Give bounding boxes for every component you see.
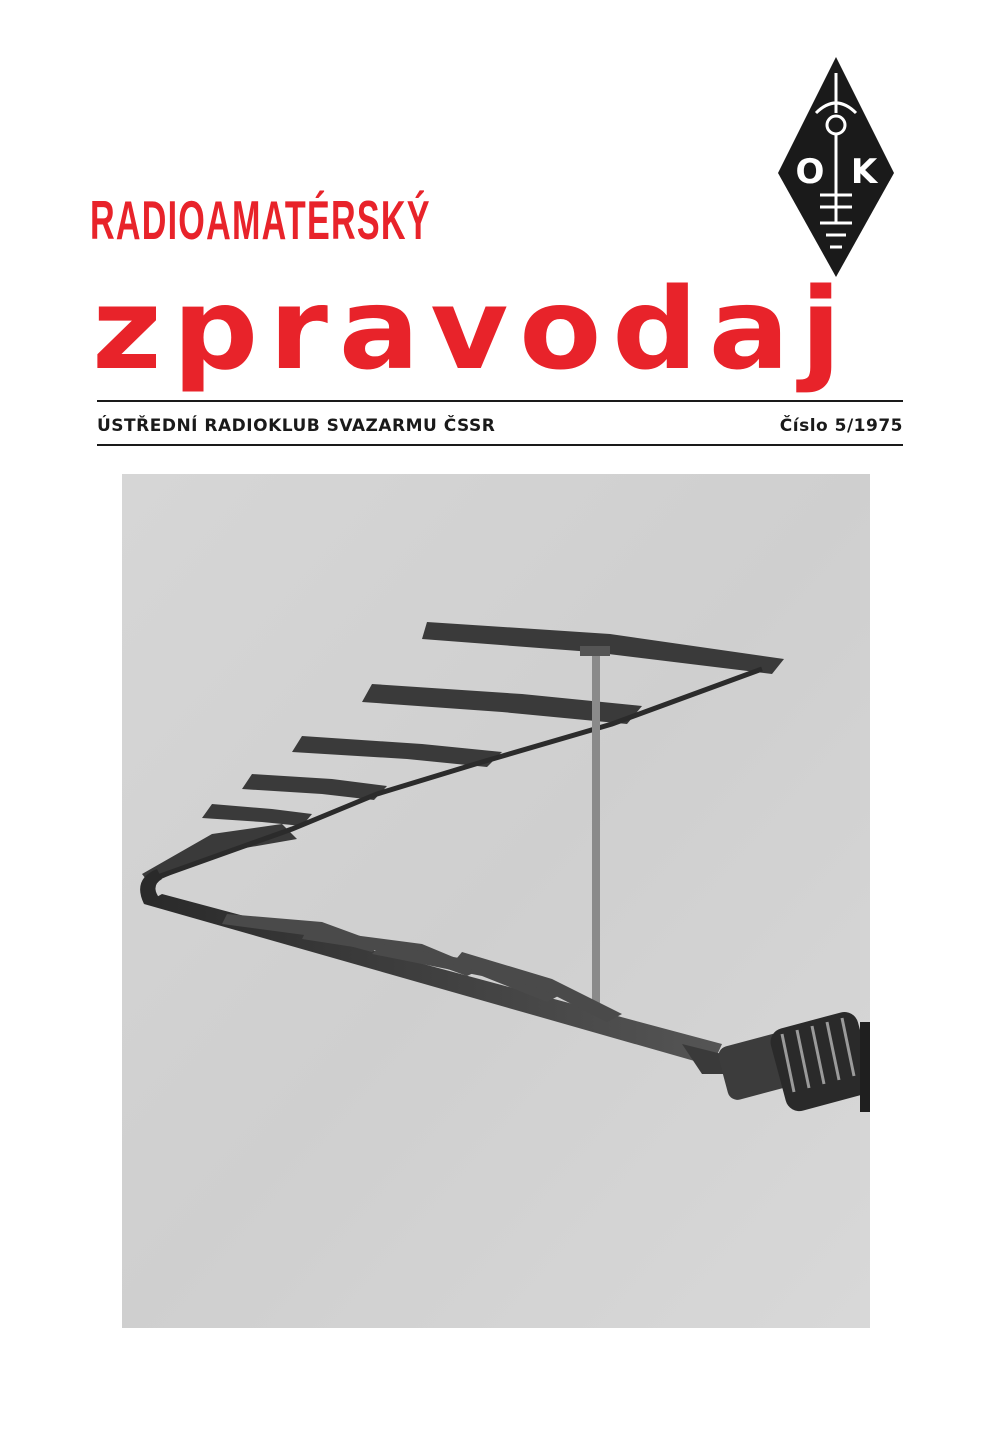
header-rule-bottom	[97, 444, 903, 446]
photo-background	[122, 474, 870, 1328]
issue-number: Číslo 5/1975	[779, 416, 903, 436]
masthead-title-top: RADIOAMATÉRSKÝ	[90, 189, 431, 251]
vertical-support	[592, 649, 600, 1029]
header-subline	[97, 416, 903, 442]
logo-letter-right: K	[850, 152, 878, 192]
masthead-title-main: zpravodaj	[92, 265, 852, 395]
publisher-name: ÚSTŘEDNÍ RADIOKLUB SVAZARMU ČSSR	[97, 416, 496, 436]
antenna-photo	[122, 474, 870, 1328]
logo-letter-left: O	[795, 152, 825, 192]
ok-diamond-logo-icon	[776, 55, 896, 280]
header-rule-top	[97, 400, 903, 402]
